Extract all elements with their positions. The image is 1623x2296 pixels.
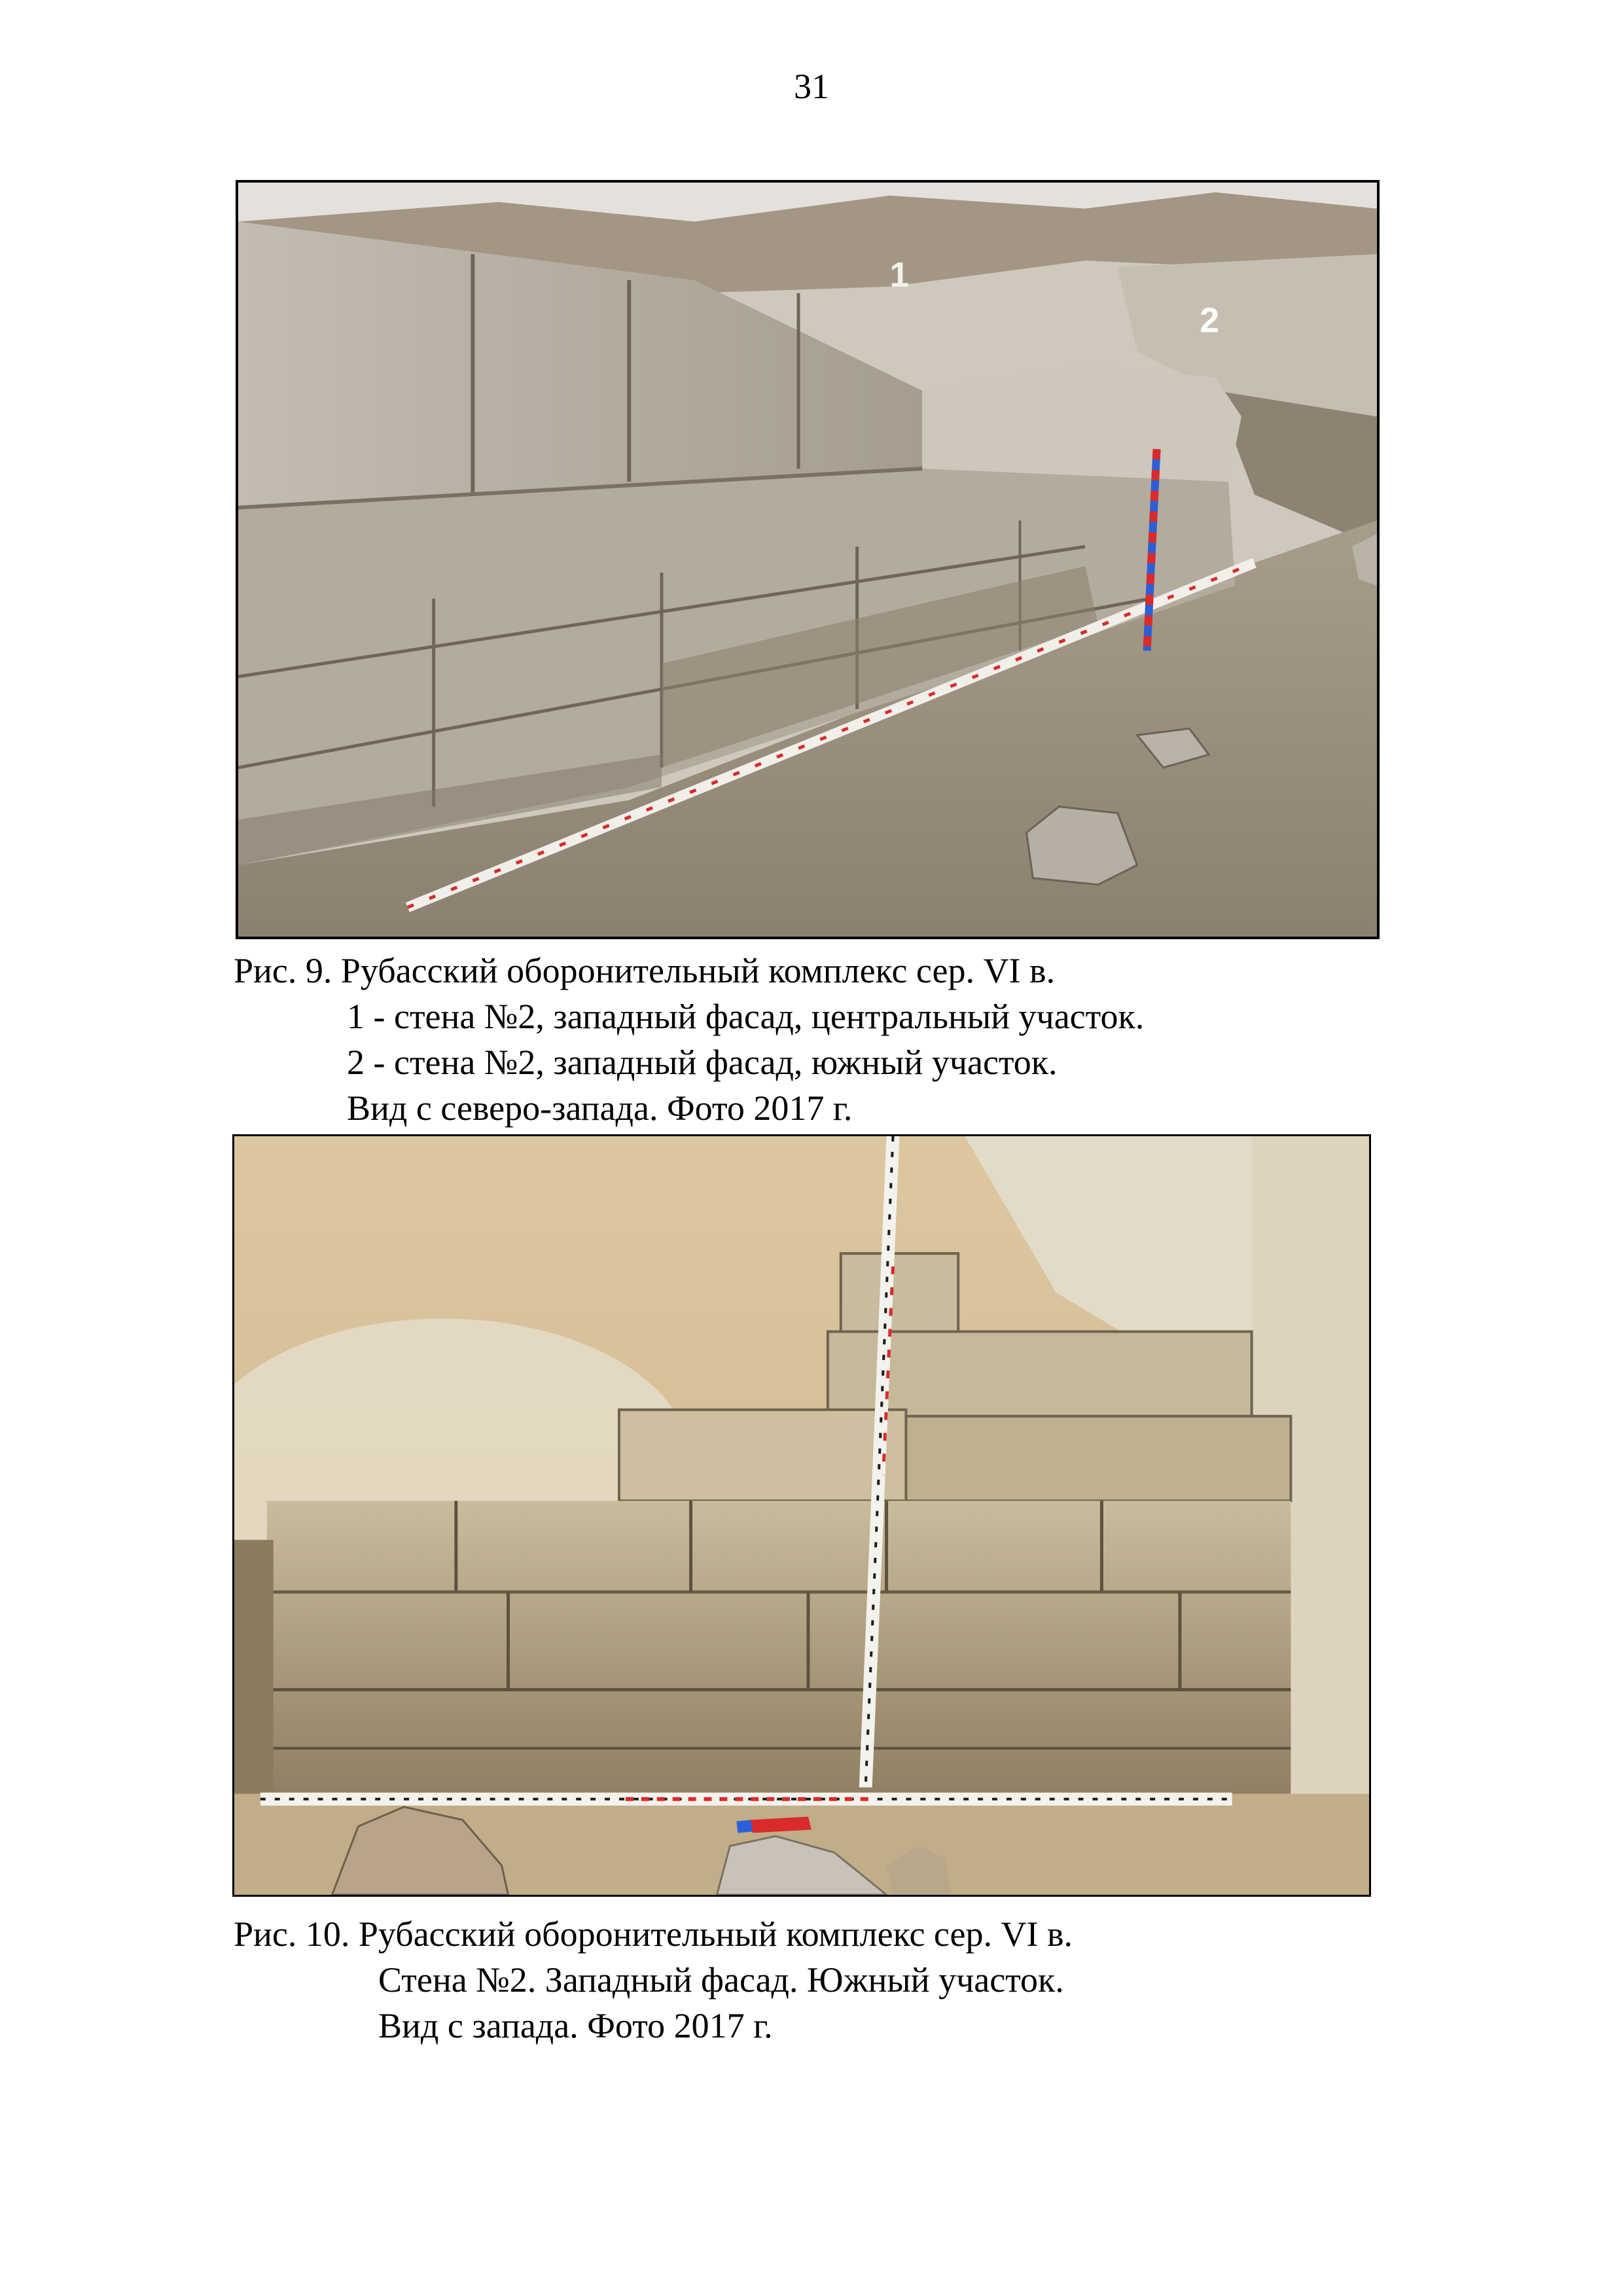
marker-1-label: 1 — [889, 255, 910, 295]
page-number: 31 — [794, 67, 829, 106]
figure-10-caption-line: Вид с запада. Фото 2017 г. — [378, 2006, 773, 2045]
figure-10-caption-line: Стена №2. Западный фасад. Южный участок. — [378, 1960, 1064, 2000]
marker-2-label: 2 — [1200, 300, 1220, 340]
figure-10-photo-drawing — [234, 1136, 1369, 1895]
figure-9-photo — [236, 180, 1380, 939]
figure-9-caption-line: 1 - стена №2, западный фасад, центральный участок. — [347, 997, 1145, 1036]
figure-10-caption-title: Рис. 10. Рубасский оборонительный комплекс сер. VI в. — [234, 1914, 1073, 1954]
figure-9-caption-line: Вид с северо-запада. Фото 2017 г. — [347, 1088, 853, 1128]
figure-9-photo-drawing — [238, 183, 1377, 937]
figure-9-caption-title: Рис. 9. Рубасский оборонительный комплекс сер. VI в. — [234, 951, 1055, 990]
figure-9-caption-line: 2 - стена №2, западный фасад, южный участок. — [347, 1043, 1058, 1082]
figure-10-photo — [232, 1134, 1371, 1897]
